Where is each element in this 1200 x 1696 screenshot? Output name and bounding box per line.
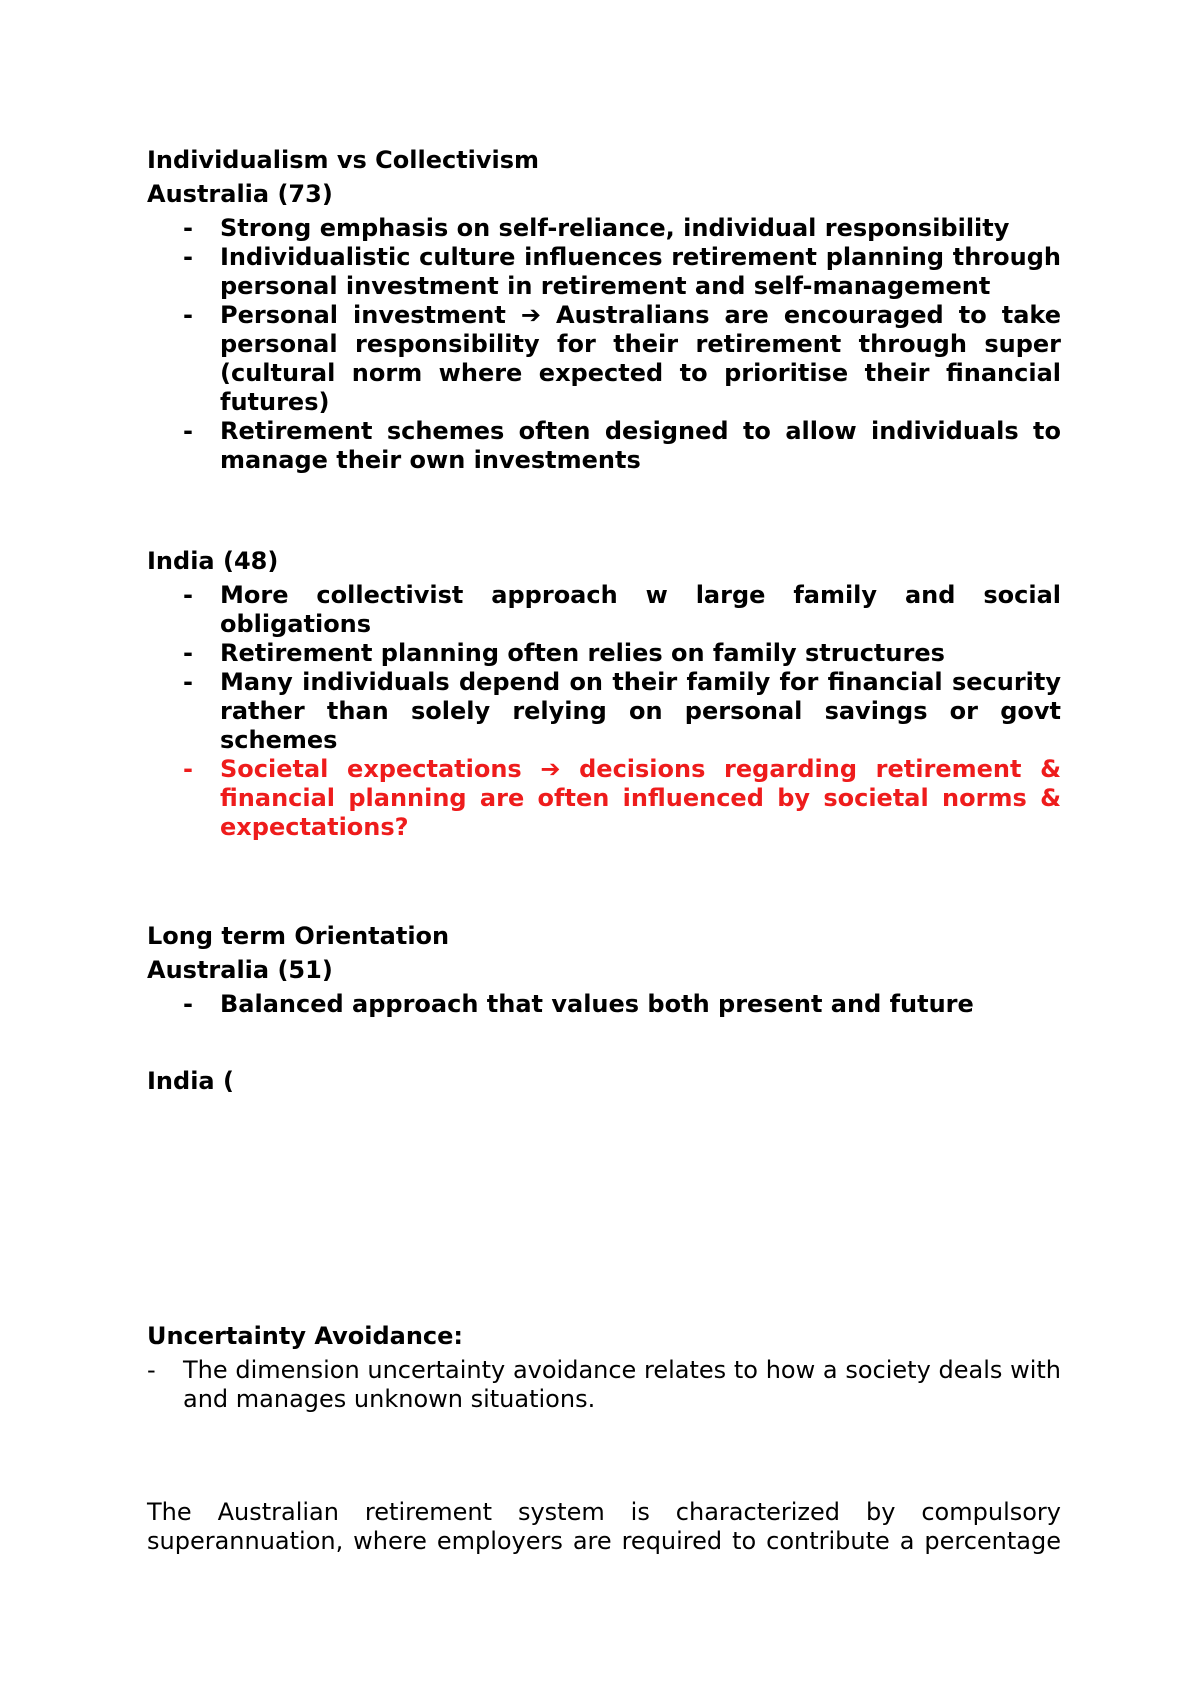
section-individualism-india [147,547,1061,842]
list-item: - Individualistic culture influences retirement planning through personal investment in retirement and self-management [183,243,1061,300]
highlighted-list-item: - Societal expectations ➔ decisions regarding retirement & financial planning are often influenced by societal norms & expectations? [183,755,1062,841]
right-arrow-icon: ➔ [520,301,541,329]
country-label-india: India (48) [147,547,279,575]
country-label-india: India ( [147,1067,234,1095]
section-individualism [147,146,1061,475]
australia-bullet-list [147,990,1061,1019]
list-item: - Strong emphasis on self-reliance, individual responsibility [183,214,1010,242]
list-item: - Balanced approach that values both present and future [183,990,974,1018]
section-uncertainty-avoidance [147,1322,1061,1414]
section-heading: Uncertainty Avoidance: [147,1322,464,1350]
section-heading: Individualism vs Collectivism [147,146,540,174]
paragraph-line: The Australian retirement system is characterized by compulsory [147,1498,1061,1526]
section-long-term-india [147,1067,1061,1096]
uncertainty-bullet-list [147,1356,1061,1414]
india-bullet-list [147,581,1061,842]
australia-bullet-list [147,214,1061,475]
section-long-term-orientation [147,922,1061,1019]
paragraph-line: superannuation, where employers are required to contribute a percentage [147,1527,1061,1555]
list-item: - Retirement planning often relies on family structures [183,639,945,667]
list-item: - Personal investment ➔ Australians are encouraged to take personal responsibility for their retirement through super (cultural norm where expected to prioritise their financial futures) [183,301,1061,416]
list-item: - The dimension uncertainty avoidance relates to how a society deals with and manages unknown situations. [147,1356,1061,1413]
body-paragraph [147,1498,1061,1556]
country-label-australia: Australia (51) [147,956,333,984]
section-heading: Long term Orientation [147,922,450,950]
list-item: - Many individuals depend on their family for financial security rather than solely relying on personal savings or govt schemes [183,668,1061,754]
right-arrow-icon: ➔ [540,755,561,783]
country-label-australia: Australia (73) [147,180,333,208]
list-item: - More collectivist approach w large family and social obligations [183,581,1061,638]
list-item: - Retirement schemes often designed to allow individuals to manage their own investments [183,417,1061,474]
